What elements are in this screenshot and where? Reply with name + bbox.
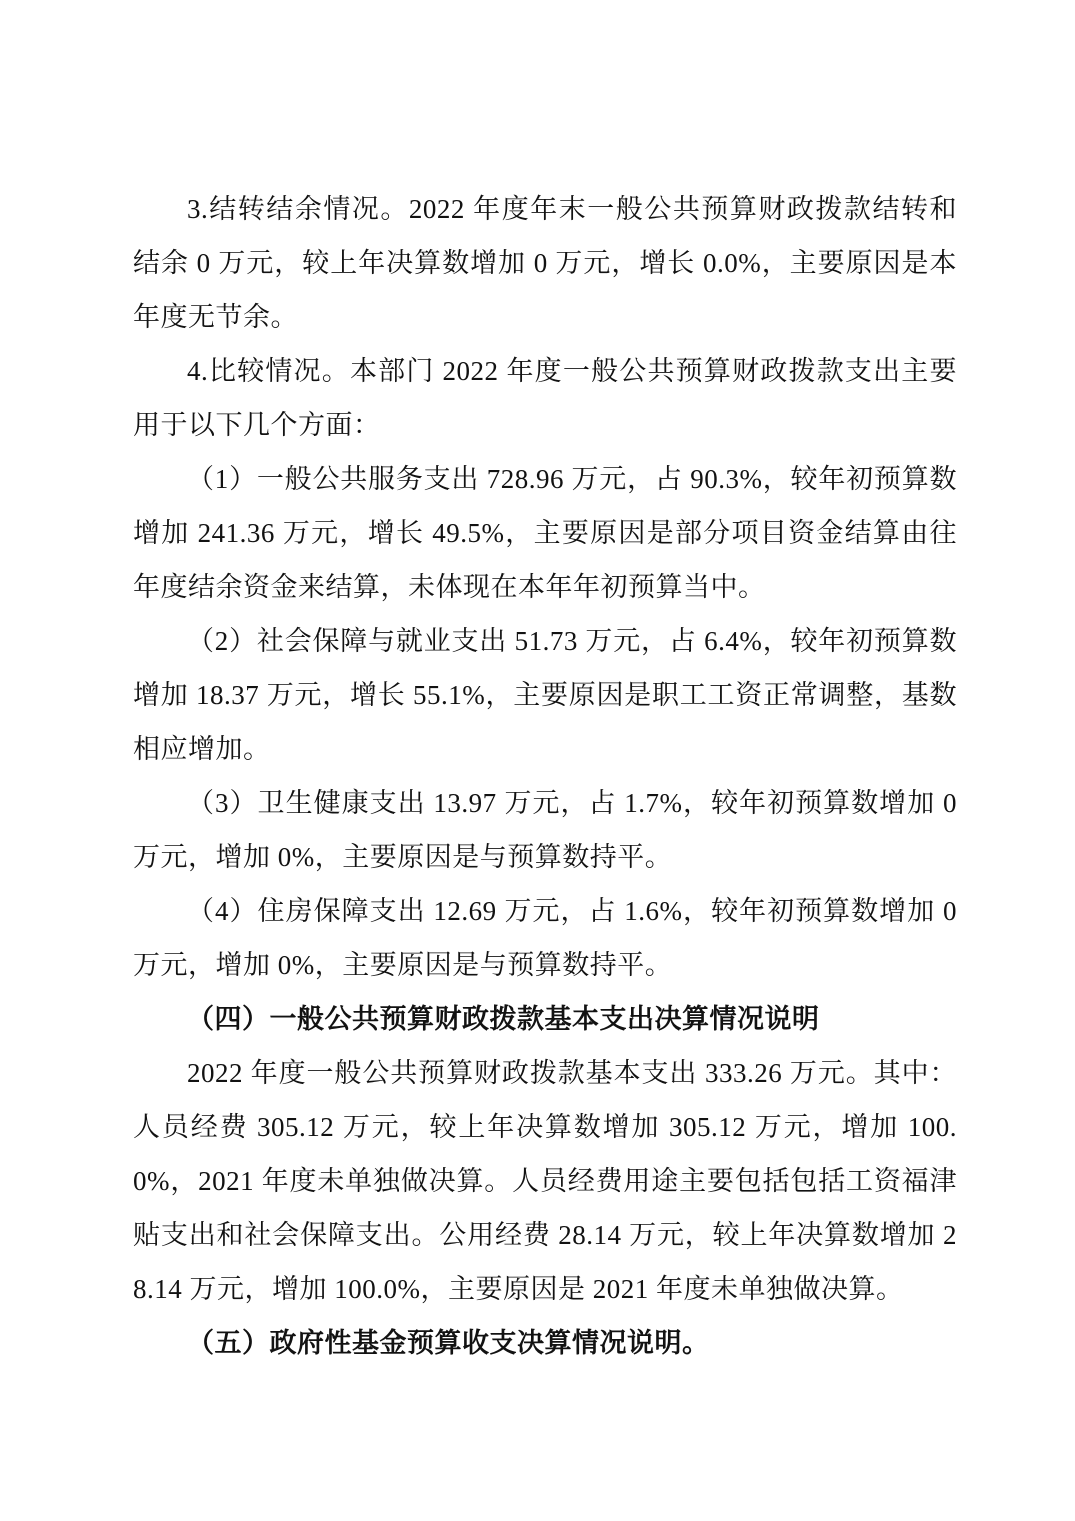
heading-section-5-government-fund-budget: （五）政府性基金预算收支决算情况说明。 (187, 1328, 710, 1358)
paragraph-basic-expenditure-detail: 2022 年度一般公共预算财政拨款基本支出 333.26 万元。其中：人员经费 305.12 万元，较上年决算数增加 305.12 万元，增加 100.0%，2021 年度未单独做决算。人员经费用途主要包括包括工资福津贴支出和社会保障支出。公用经费 28.14 万元，较上年决算数增加 28.14 万元，增加 100.0%，主要原因是 2021 年度未单独做决算。 (133, 1058, 957, 1304)
paragraph-item-2-social-security-employment: （2）社会保障与就业支出 51.73 万元，占 6.4%，较年初预算数增加 18.37 万元，增长 55.1%，主要原因是职工工资正常调整，基数相应增加。 (133, 626, 957, 764)
heading-section-4-basic-expenditure: （四）一般公共预算财政拨款基本支出决算情况说明 (187, 1004, 820, 1034)
paragraph-item-1-general-public-services: （1）一般公共服务支出 728.96 万元，占 90.3%，较年初预算数增加 241.36 万元，增长 49.5%，主要原因是部分项目资金结算由往年度结余资金来结算，未体现在本年年初预算当中。 (133, 464, 957, 602)
paragraph-comparison-intro: 4.比较情况。本部门 2022 年度一般公共预算财政拨款支出主要用于以下几个方面： (133, 356, 957, 440)
paragraph-item-3-health: （3）卫生健康支出 13.97 万元，占 1.7%，较年初预算数增加 0 万元，增加 0%，主要原因是与预算数持平。 (133, 788, 957, 872)
paragraph-item-4-housing-security: （4）住房保障支出 12.69 万元，占 1.6%，较年初预算数增加 0 万元，增加 0%，主要原因是与预算数持平。 (133, 896, 957, 980)
paragraph-carryover-balance: 3.结转结余情况。2022 年度年末一般公共预算财政拨款结转和结余 0 万元，较上年决算数增加 0 万元，增长 0.0%，主要原因是本年度无节余。 (133, 194, 957, 332)
